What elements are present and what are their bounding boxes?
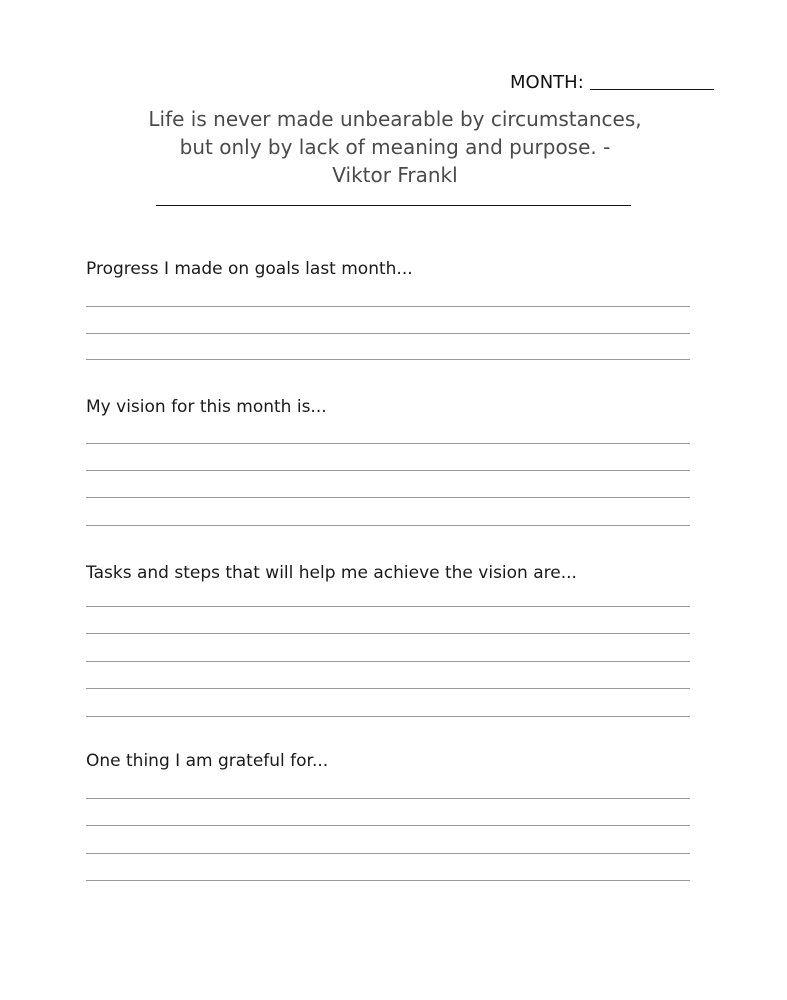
section-grateful-label: One thing I am grateful for...	[86, 751, 329, 771]
quote	[100, 105, 690, 189]
write-line[interactable]	[86, 606, 690, 607]
section-vision	[86, 396, 690, 418]
month-blank-line[interactable]	[590, 89, 714, 90]
write-line[interactable]	[86, 359, 690, 360]
write-line[interactable]	[86, 661, 690, 662]
write-line[interactable]	[86, 470, 690, 471]
write-line[interactable]	[86, 880, 690, 881]
write-line[interactable]	[86, 825, 690, 826]
section-progress	[86, 258, 690, 280]
section-vision-label: My vision for this month is...	[86, 397, 327, 417]
section-grateful	[86, 750, 690, 772]
write-line[interactable]	[86, 525, 690, 526]
write-line[interactable]	[86, 633, 690, 634]
month-label: MONTH:	[510, 72, 584, 93]
write-line[interactable]	[86, 333, 690, 334]
quote-divider	[156, 205, 631, 206]
month-field	[510, 72, 714, 93]
write-line[interactable]	[86, 798, 690, 799]
quote-attribution: Viktor Frankl	[332, 163, 458, 187]
section-tasks-label: Tasks and steps that will help me achieve the vision are...	[86, 563, 577, 583]
quote-line-2: but only by lack of meaning and purpose. -	[179, 135, 611, 159]
write-line[interactable]	[86, 306, 690, 307]
write-line[interactable]	[86, 443, 690, 444]
section-tasks	[86, 562, 690, 584]
write-line[interactable]	[86, 688, 690, 689]
quote-line-1: Life is never made unbearable by circumstances,	[148, 107, 642, 131]
write-line[interactable]	[86, 497, 690, 498]
write-line[interactable]	[86, 716, 690, 717]
write-line[interactable]	[86, 853, 690, 854]
section-progress-label: Progress I made on goals last month...	[86, 259, 413, 279]
